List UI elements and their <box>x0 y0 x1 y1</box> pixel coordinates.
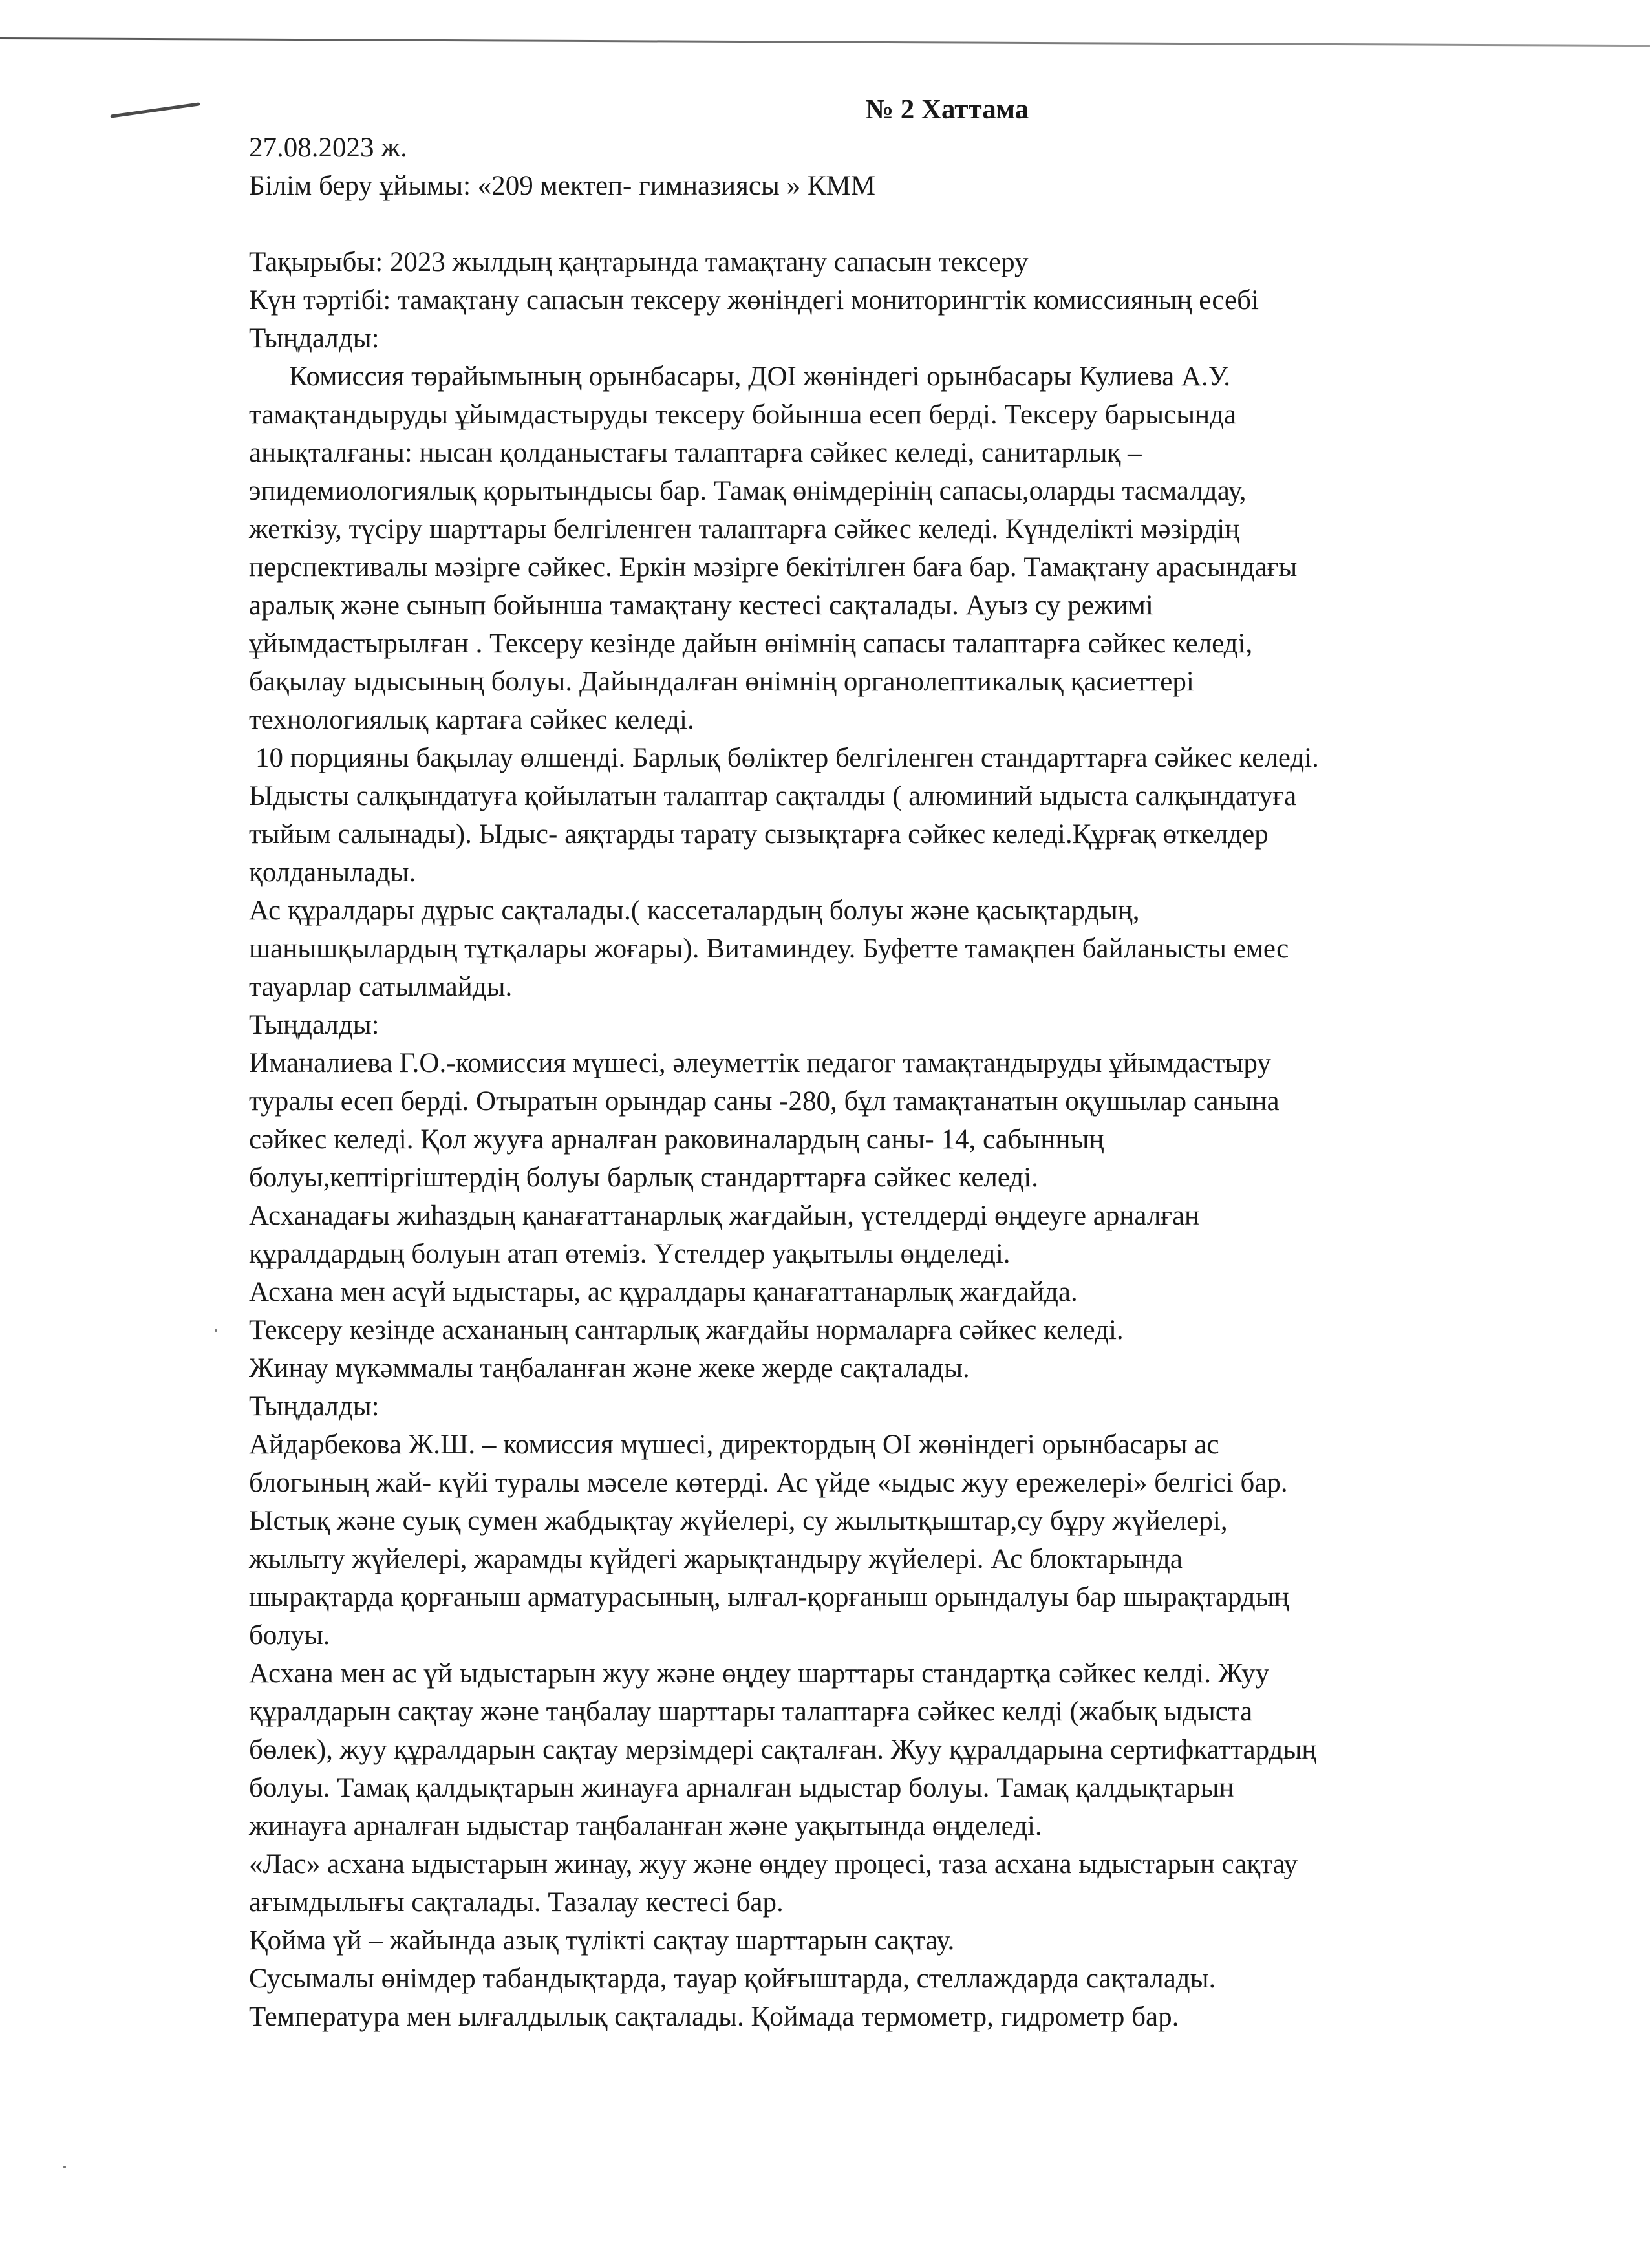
paragraph-line: болуы. Тамақ қалдықтарын жинауға арналған ыдыстар болуы. Тамақ қалдықтарын <box>249 1773 1234 1803</box>
blank-line <box>249 205 1555 243</box>
heard-label: Тыңдалды: <box>249 1391 380 1422</box>
paragraph-line: жеткізу, түсіру шарттары белгіленген талаптарға сәйкес келеді. Күнделікті мәзірдің <box>249 514 1240 544</box>
paragraph-line: Комиссия төрайымының орынбасары, ДОІ жөніндегі орынбасары Кулиева А.У. <box>289 361 1230 392</box>
paragraph-line: аралық және сынып бойынша тамақтану кестесі сақталады. Ауыз су режимі <box>249 590 1153 621</box>
paragraph-line: жылыту жүйелері, жарамды күйдегі жарықтандыру жүйелері. Ас блоктарында <box>249 1544 1183 1574</box>
paragraph-line: бөлек), жуу құралдарын сақтау мерзімдері сақталған. Жуу құралдарына сертифкаттардың <box>249 1735 1317 1765</box>
scan-edge-line <box>0 37 1650 47</box>
paragraph-line: анықталғаны: нысан қолданыстағы талаптарға сәйкес келеді, санитарлық – <box>249 438 1142 468</box>
heard-label: Тыңдалды: <box>249 1010 380 1040</box>
paragraph-line: шырақтарда қорғаныш арматурасының, ылғал-қорғаныш орындалуы бар шырақтардың <box>249 1582 1289 1612</box>
paragraph-line: құралдардың болуын атап өтеміз. Үстелдер уақытылы өңделеді. <box>249 1239 1011 1269</box>
paragraph-line: Тексеру кезінде асхананың сантарлық жағдайы нормаларға сәйкес келеді. <box>249 1315 1124 1345</box>
paragraph-line: болуы,кептіргіштердің болуы барлық стандарттарға сәйкес келеді. <box>249 1162 1038 1193</box>
paragraph-line: Асхана мен ас үй ыдыстарын жуу және өңдеу шарттары стандартқа сәйкес келді. Жуу <box>249 1658 1270 1689</box>
paragraph-line: бақылау ыдысының болуы. Дайындалған өнімнің органолептикалық қасиеттері <box>249 667 1194 697</box>
paragraph-line: Сусымалы өнімдер табандықтарда, тауар қойғыштарда, стеллаждарда сақталады. <box>249 1963 1216 1994</box>
paragraph-line: тамақтандыруды ұйымдастыруды тексеру бойынша есеп берді. Тексеру барысында <box>249 400 1237 430</box>
paragraph-line: Ыстық және суық сумен жабдықтау жүйелері, су жылытқыштар,су бұру жүйелері, <box>249 1506 1228 1536</box>
document-date: 27.08.2023 ж. <box>249 133 407 163</box>
paragraph-line: туралы есеп берді. Отыратын орындар саны -280, бұл тамақтанатын оқушылар санына <box>249 1086 1280 1117</box>
paragraph-line: технологиялық картаға сәйкес келеді. <box>249 705 694 735</box>
paragraph-line: «Лас» асхана ыдыстарын жинау, жуу және өңдеу процесі, таза асхана ыдыстарын сақтау <box>249 1849 1298 1879</box>
paragraph-line: Жинау мүкәммалы таңбаланған және жеке жерде сақталады. <box>249 1353 970 1384</box>
document-title: № 2 Хаттама <box>865 94 1029 125</box>
agenda-line: Күн тәртібі: тамақтану сапасын тексеру жөніндегі мониторингтік комиссияның есебі <box>249 285 1259 316</box>
topic-line: Тақырыбы: 2023 жылдың қаңтарында тамақтану сапасын тексеру <box>249 247 1029 277</box>
paragraph-line: Айдарбекова Ж.Ш. – комиссия мүшесі, директордың ОІ жөніндегі орынбасары ас <box>249 1429 1219 1460</box>
paragraph-line: перспективалы мәзірге сәйкес. Еркін мәзірге бекітілген баға бар. Тамақтану арасындағы <box>249 552 1298 583</box>
paragraph-line: тыйым салынады). Ыдыс- аяқтарды тарату сызықтарға сәйкес келеді.Құрғақ өткелдер <box>249 819 1269 850</box>
scan-speck <box>215 1329 217 1332</box>
protocol-page <box>249 91 1555 2036</box>
paragraph-line: жинауға арналған ыдыстар таңбаланған және уақытында өңделеді. <box>249 1811 1042 1841</box>
paragraph-line: сәйкес келеді. Қол жууға арналған раковиналардың саны- 14, сабынның <box>249 1124 1104 1155</box>
paragraph-line: Температура мен ылғалдылық сақталады. Қоймада термометр, гидрометр бар. <box>249 2002 1179 2032</box>
paragraph-line: ұйымдастырылған . Тексеру кезінде дайын өнімнің сапасы талаптарға сәйкес келеді, <box>249 628 1253 659</box>
paragraph-line: Асханадағы жиһаздың қанағаттанарлық жағдайын, үстелдерді өңдеуге арналған <box>249 1201 1200 1231</box>
organization-line: Білім беру ұйымы: «209 мектеп- гимназиясы » КММ <box>249 171 875 201</box>
paragraph-line: шанышқылардың тұтқалары жоғары). Витаминдеу. Буфетте тамақпен байланысты емес <box>249 934 1289 964</box>
paragraph-line: Иманалиева Г.О.-комиссия мүшесі, әлеуметтік педагог тамақтандыруды ұйымдастыру <box>249 1048 1271 1078</box>
paragraph-line: Асхана мен асүй ыдыстары, ас құралдары қанағаттанарлық жағдайда. <box>249 1277 1078 1307</box>
scan-speck <box>63 2166 66 2168</box>
paragraph-line: 10 порцияны бақылау өлшенді. Барлық бөліктер белгіленген стандарттарға сәйкес келеді. <box>255 743 1319 773</box>
paragraph-line: қолданылады. <box>249 857 416 888</box>
paragraph-line: Ас құралдары дұрыс сақталады.( кассеталардың болуы және қасықтардың, <box>249 895 1140 926</box>
paragraph-line: Қойма үй – жайында азық түлікті сақтау шарттарын сақтау. <box>249 1925 955 1956</box>
pen-mark <box>110 102 200 118</box>
paragraph-line: құралдарын сақтау және таңбалау шарттары талаптарға сәйкес келді (жабық ыдыста <box>249 1696 1253 1727</box>
paragraph-line: тауарлар сатылмайды. <box>249 972 513 1002</box>
paragraph-line: Ыдысты салқындатуға қойылатын талаптар сақталды ( алюминий ыдыста салқындатуға <box>249 781 1297 811</box>
heard-label: Тыңдалды: <box>249 323 380 354</box>
paragraph-line: эпидемиологиялық қорытындысы бар. Тамақ өнімдерінің сапасы,оларды тасмалдау, <box>249 476 1247 506</box>
paragraph-line: болуы. <box>249 1620 330 1651</box>
paragraph-line: ағымдылығы сақталады. Тазалау кестесі бар. <box>249 1887 784 1918</box>
paragraph-line: блогының жай- күйі туралы мәселе көтерді. Ас үйде «ыдыс жуу ережелері» белгісі бар. <box>249 1468 1288 1498</box>
